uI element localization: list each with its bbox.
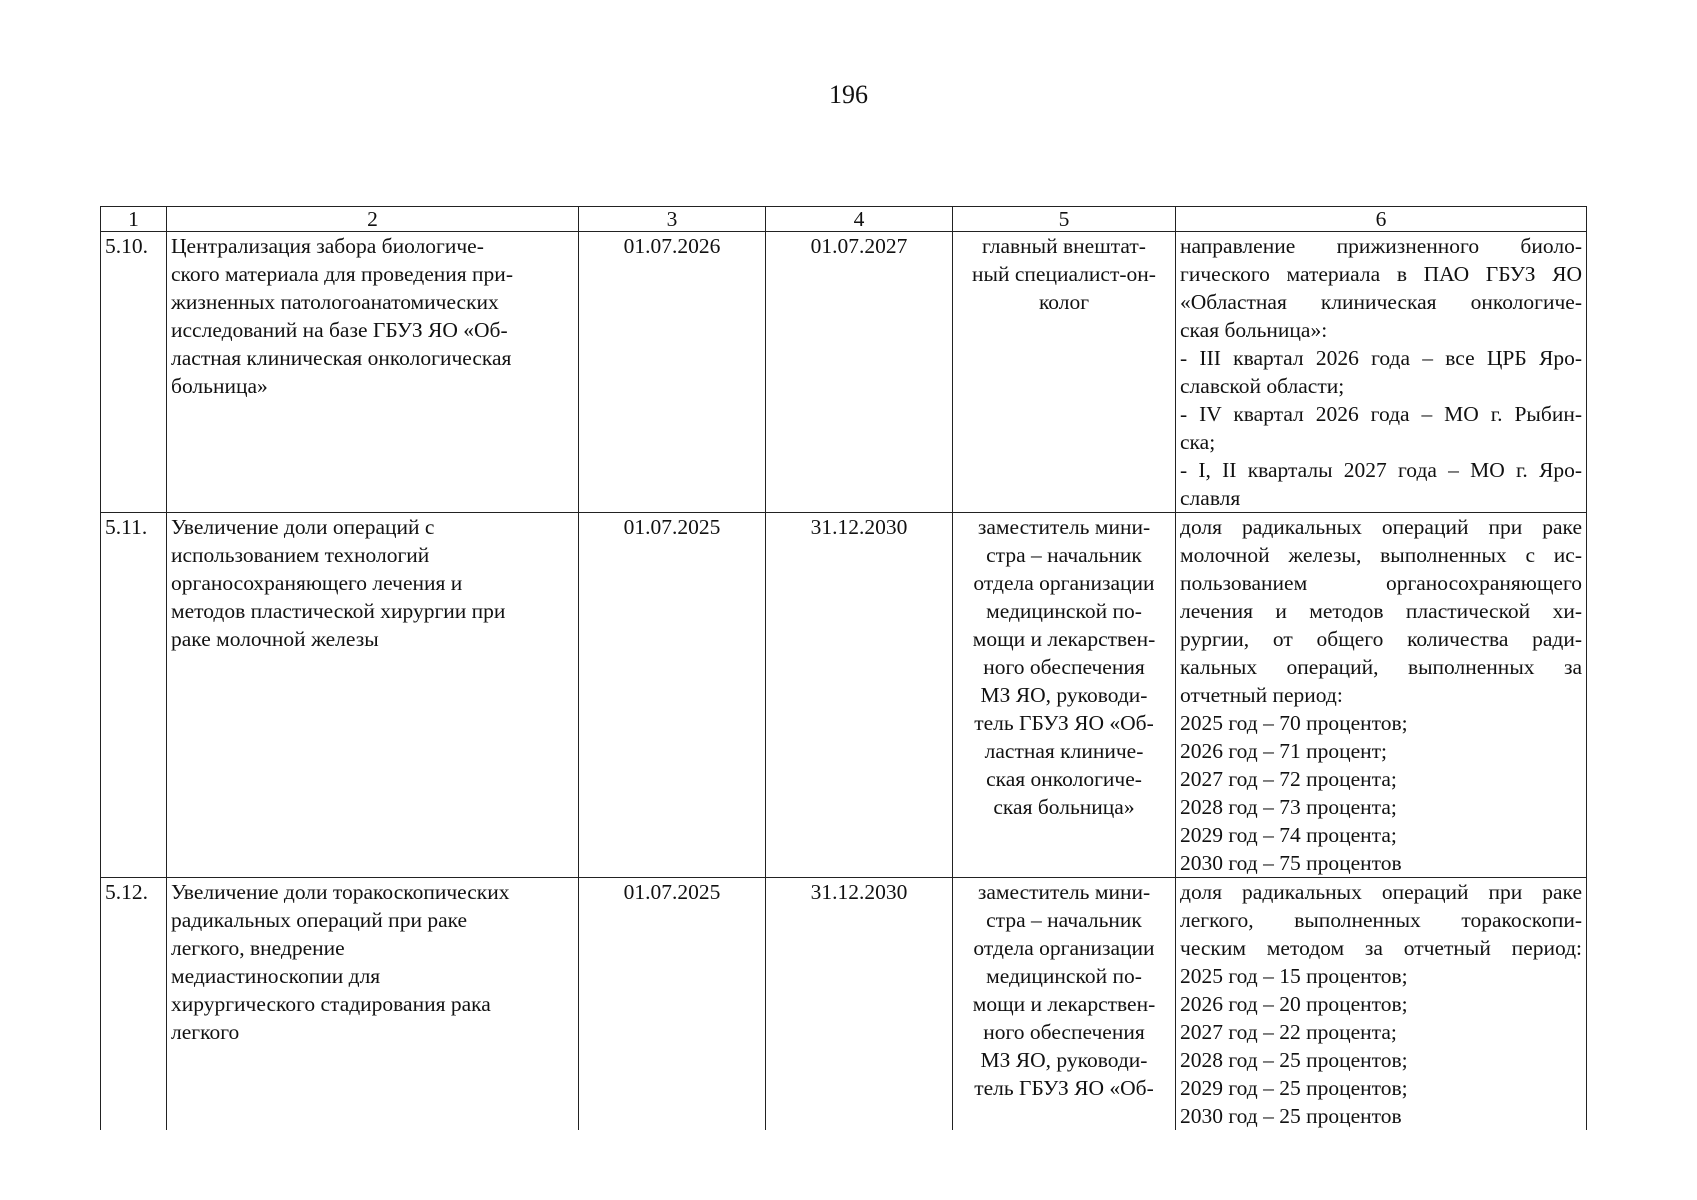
result-description [1176, 878, 1587, 1131]
responsible-line: мощи и лекарствен- [972, 627, 1156, 651]
result-line: доля радикальных операций при раке [1180, 515, 1582, 539]
measure-name-line: Увеличение доли операций с [171, 515, 435, 539]
result-line: - III квартал 2026 года – все ЦРБ Яро- [1180, 346, 1582, 370]
measure-name-line: больница» [171, 374, 268, 398]
result-line: «Областная клиническая онкологиче- [1180, 290, 1582, 314]
responsible-line: отдела организации [973, 936, 1155, 960]
column-header-2: 2 [167, 207, 579, 232]
responsible-line: медицинской по- [986, 964, 1142, 988]
measure-name-line: Увеличение доли торакоскопических [171, 880, 510, 904]
table-row [101, 878, 1587, 1131]
measure-number: 5.12. [101, 878, 167, 1131]
result-line: ческим методом за отчетный период: [1180, 936, 1582, 960]
result-line: ска; [1180, 430, 1216, 454]
column-header-5: 5 [953, 207, 1176, 232]
result-line: лечения и методов пластической хи- [1180, 599, 1582, 623]
result-line: легкого, выполненных торакоскопи- [1180, 908, 1582, 932]
result-line: кальных операций, выполненных за [1180, 655, 1582, 679]
measures-table [100, 206, 1587, 1130]
responsible-person [953, 232, 1176, 513]
responsible-line: стра – начальник [986, 543, 1142, 567]
result-line: 2030 год – 25 процентов [1180, 1104, 1402, 1128]
result-line: отчетный период: [1180, 683, 1343, 707]
measure-name [167, 878, 579, 1131]
measure-name-line: органосохраняющего лечения и [171, 571, 463, 595]
result-line: 2025 год – 70 процентов; [1180, 711, 1408, 735]
measure-name-line: легкого [171, 1020, 240, 1044]
measure-name-line: методов пластической хирургии при [171, 599, 506, 623]
responsible-line: отдела организации [973, 571, 1155, 595]
responsible-line: ластная клиниче- [984, 739, 1144, 763]
result-line: молочной железы, выполненных с ис- [1180, 543, 1582, 567]
responsible-line: тель ГБУЗ ЯО «Об- [974, 711, 1154, 735]
result-description [1176, 232, 1587, 513]
responsible-line: колог [1038, 290, 1090, 314]
responsible-line: заместитель мини- [977, 515, 1151, 539]
measure-name-line: раке молочной железы [171, 627, 379, 651]
result-line: 2027 год – 22 процента; [1180, 1020, 1397, 1044]
result-line: гического материала в ПАО ГБУЗ ЯО [1180, 262, 1582, 286]
responsible-line: мощи и лекарствен- [972, 992, 1156, 1016]
responsible-line: ская онкологиче- [986, 767, 1142, 791]
result-line: направление прижизненного биоло- [1180, 234, 1582, 258]
result-line: 2026 год – 20 процентов; [1180, 992, 1408, 1016]
measure-name-line: радикальных операций при раке [171, 908, 468, 932]
end-date: 31.12.2030 [766, 513, 953, 878]
measure-name-line: легкого, внедрение [171, 936, 345, 960]
measure-name-line: ластная клиническая онкологическая [171, 346, 512, 370]
result-line: славля [1180, 486, 1241, 510]
result-line: 2026 год – 71 процент; [1180, 739, 1388, 763]
responsible-line: МЗ ЯО, руководи- [980, 1048, 1148, 1072]
result-line: доля радикальных операций при раке [1180, 880, 1582, 904]
responsible-line: заместитель мини- [977, 880, 1151, 904]
measure-name-line: жизненных патологоанатомических [171, 290, 499, 314]
responsible-line: главный внештат- [982, 234, 1146, 258]
responsible-line: медицинской по- [986, 599, 1142, 623]
column-header-1: 1 [101, 207, 167, 232]
measure-name-line: исследований на базе ГБУЗ ЯО «Об- [171, 318, 508, 342]
responsible-line: тель ГБУЗ ЯО «Об- [974, 1076, 1154, 1100]
result-line: - I, II кварталы 2027 года – МО г. Яро- [1180, 458, 1582, 482]
table-row [101, 232, 1587, 513]
result-line: 2029 год – 25 процентов; [1180, 1076, 1408, 1100]
start-date: 01.07.2025 [579, 878, 766, 1131]
responsible-person [953, 878, 1176, 1131]
column-header-4: 4 [766, 207, 953, 232]
responsible-person [953, 513, 1176, 878]
responsible-line: ного обеспечения [983, 1020, 1145, 1044]
measure-name-line: хирургического стадирования рака [171, 992, 491, 1016]
result-line: пользованием органосохраняющего [1180, 571, 1582, 595]
column-header-6: 6 [1176, 207, 1587, 232]
measure-name [167, 232, 579, 513]
measure-name-line: медиастиноскопии для [171, 964, 381, 988]
measure-number: 5.11. [101, 513, 167, 878]
result-line: 2028 год – 73 процента; [1180, 795, 1397, 819]
result-line: ская больница»: [1180, 318, 1328, 342]
start-date: 01.07.2026 [579, 232, 766, 513]
header-row [101, 207, 1587, 232]
table-row [101, 513, 1587, 878]
measure-name-line: Централизация забора биологиче- [171, 234, 484, 258]
result-line: - IV квартал 2026 года – МО г. Рыбин- [1180, 402, 1582, 426]
measure-name-line: ского материала для проведения при- [171, 262, 513, 286]
page-number: 196 [829, 80, 868, 109]
column-header-3: 3 [579, 207, 766, 232]
result-line: 2025 год – 15 процентов; [1180, 964, 1408, 988]
measure-name [167, 513, 579, 878]
measure-number: 5.10. [101, 232, 167, 513]
result-line: 2028 год – 25 процентов; [1180, 1048, 1408, 1072]
result-description [1176, 513, 1587, 878]
responsible-line: ская больница» [993, 795, 1135, 819]
result-line: славской области; [1180, 374, 1345, 398]
result-line: 2029 год – 74 процента; [1180, 823, 1397, 847]
responsible-line: МЗ ЯО, руководи- [980, 683, 1148, 707]
end-date: 01.07.2027 [766, 232, 953, 513]
result-line: 2030 год – 75 процентов [1180, 851, 1402, 875]
responsible-line: стра – начальник [986, 908, 1142, 932]
end-date: 31.12.2030 [766, 878, 953, 1131]
responsible-line: ный специалист-он- [972, 262, 1156, 286]
result-line: 2027 год – 72 процента; [1180, 767, 1397, 791]
responsible-line: ного обеспечения [983, 655, 1145, 679]
measure-name-line: использованием технологий [171, 543, 430, 567]
start-date: 01.07.2025 [579, 513, 766, 878]
result-line: рургии, от общего количества ради- [1180, 627, 1582, 651]
